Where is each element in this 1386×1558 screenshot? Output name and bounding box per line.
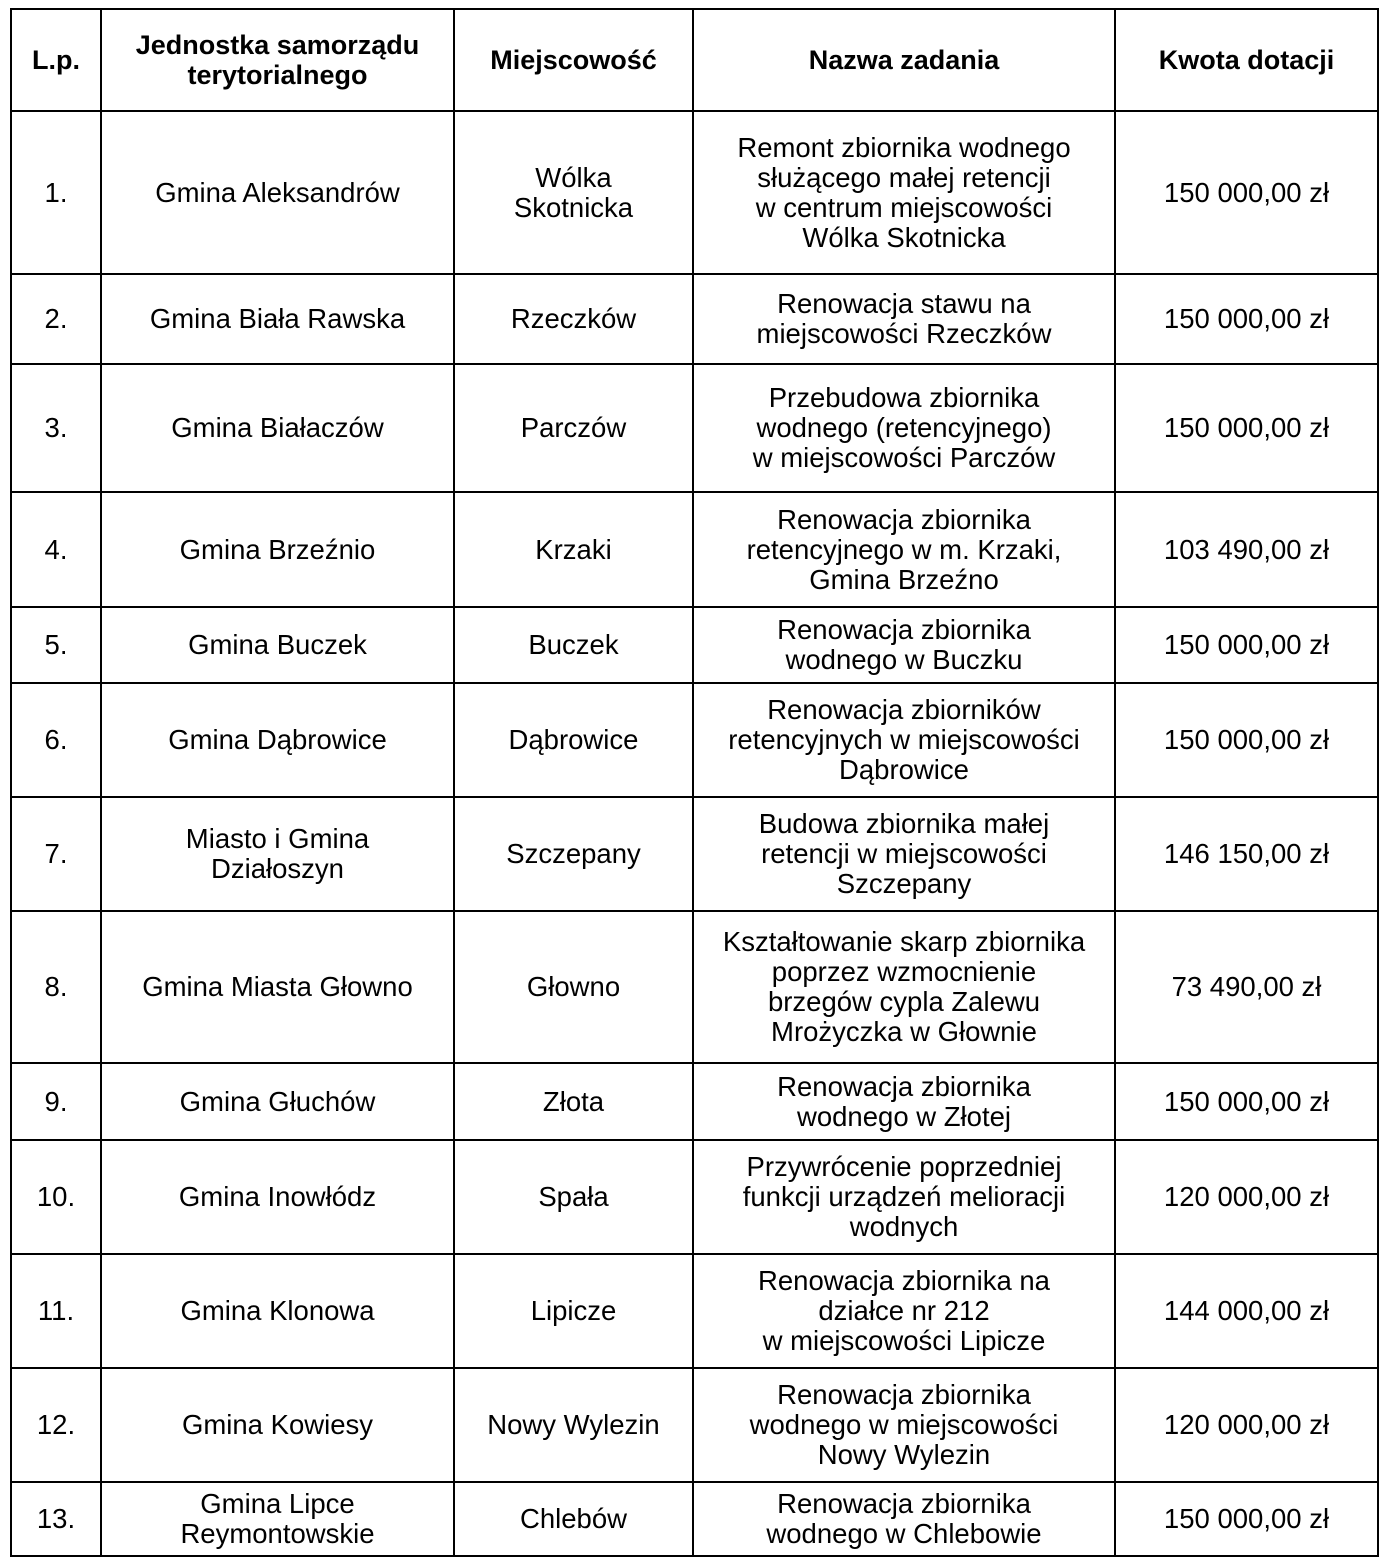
row-lp: 12. — [11, 1368, 101, 1482]
table-row — [11, 492, 1378, 607]
row-jst: Gmina Klonowa — [101, 1254, 454, 1368]
row-place: Rzeczków — [454, 274, 693, 364]
row-amount: 150 000,00 zł — [1115, 274, 1378, 364]
header-jst: Jednostka samorządu terytorialnego — [101, 9, 454, 111]
table-row — [11, 274, 1378, 364]
row-task: Renowacja stawu na miejscowości Rzeczków — [693, 274, 1115, 364]
row-task: Remont zbiornika wodnego służącego małej retencji w centrum miejscowości Wólka Skotnicka — [693, 111, 1115, 274]
row-task: Renowacja zbiornika wodnego w Buczku — [693, 607, 1115, 683]
row-jst: Gmina Brzeźnio — [101, 492, 454, 607]
row-amount: 150 000,00 zł — [1115, 683, 1378, 797]
header-place: Miejscowość — [454, 9, 693, 111]
row-place: Lipicze — [454, 1254, 693, 1368]
table-row — [11, 911, 1378, 1063]
row-place: Nowy Wylezin — [454, 1368, 693, 1482]
row-jst: Gmina Inowłódz — [101, 1140, 454, 1254]
row-amount: 146 150,00 zł — [1115, 797, 1378, 911]
row-amount: 103 490,00 zł — [1115, 492, 1378, 607]
row-lp: 11. — [11, 1254, 101, 1368]
row-amount: 150 000,00 zł — [1115, 111, 1378, 274]
row-amount: 120 000,00 zł — [1115, 1140, 1378, 1254]
row-task: Renowacja zbiornika retencyjnego w m. Krzaki, Gmina Brzeźno — [693, 492, 1115, 607]
row-task: Renowacja zbiornika na działce nr 212 w miejscowości Lipicze — [693, 1254, 1115, 1368]
row-amount: 120 000,00 zł — [1115, 1368, 1378, 1482]
row-place: Buczek — [454, 607, 693, 683]
row-task: Kształtowanie skarp zbiornika poprzez wzmocnienie brzegów cypla Zalewu Mrożyczka w Głownie — [693, 911, 1115, 1063]
row-lp: 7. — [11, 797, 101, 911]
table-row — [11, 1368, 1378, 1482]
table-row — [11, 1254, 1378, 1368]
row-amount: 150 000,00 zł — [1115, 1063, 1378, 1140]
row-task: Renowacja zbiorników retencyjnych w miejscowości Dąbrowice — [693, 683, 1115, 797]
row-jst: Gmina Dąbrowice — [101, 683, 454, 797]
row-jst: Gmina Aleksandrów — [101, 111, 454, 274]
row-place: Głowno — [454, 911, 693, 1063]
row-lp: 5. — [11, 607, 101, 683]
table-row — [11, 1140, 1378, 1254]
row-place: Dąbrowice — [454, 683, 693, 797]
table-header-row — [11, 9, 1378, 111]
table-row — [11, 797, 1378, 911]
row-jst: Gmina Białaczów — [101, 364, 454, 492]
row-place: Krzaki — [454, 492, 693, 607]
row-lp: 1. — [11, 111, 101, 274]
row-jst: Gmina Głuchów — [101, 1063, 454, 1140]
table-row — [11, 364, 1378, 492]
row-task: Renowacja zbiornika wodnego w Chlebowie — [693, 1482, 1115, 1556]
row-jst: Gmina Kowiesy — [101, 1368, 454, 1482]
row-task: Renowacja zbiornika wodnego w Złotej — [693, 1063, 1115, 1140]
row-task: Renowacja zbiornika wodnego w miejscowości Nowy Wylezin — [693, 1368, 1115, 1482]
row-place: Wólka Skotnicka — [454, 111, 693, 274]
row-amount: 73 490,00 zł — [1115, 911, 1378, 1063]
row-jst: Gmina Buczek — [101, 607, 454, 683]
row-lp: 4. — [11, 492, 101, 607]
row-amount: 150 000,00 zł — [1115, 364, 1378, 492]
table-row — [11, 607, 1378, 683]
row-task: Przywrócenie poprzedniej funkcji urządzeń melioracji wodnych — [693, 1140, 1115, 1254]
table-row — [11, 1482, 1378, 1556]
row-lp: 8. — [11, 911, 101, 1063]
header-task: Nazwa zadania — [693, 9, 1115, 111]
header-amount: Kwota dotacji — [1115, 9, 1378, 111]
grants-table — [10, 8, 1379, 1557]
table-row — [11, 683, 1378, 797]
row-task: Budowa zbiornika małej retencji w miejscowości Szczepany — [693, 797, 1115, 911]
row-jst: Gmina Miasta Głowno — [101, 911, 454, 1063]
row-place: Złota — [454, 1063, 693, 1140]
row-lp: 3. — [11, 364, 101, 492]
row-task: Przebudowa zbiornika wodnego (retencyjnego) w miejscowości Parczów — [693, 364, 1115, 492]
row-amount: 150 000,00 zł — [1115, 1482, 1378, 1556]
row-place: Chlebów — [454, 1482, 693, 1556]
row-amount: 144 000,00 zł — [1115, 1254, 1378, 1368]
row-jst: Miasto i Gmina Działoszyn — [101, 797, 454, 911]
header-lp: L.p. — [11, 9, 101, 111]
row-amount: 150 000,00 zł — [1115, 607, 1378, 683]
row-place: Szczepany — [454, 797, 693, 911]
row-jst: Gmina Lipce Reymontowskie — [101, 1482, 454, 1556]
row-place: Parczów — [454, 364, 693, 492]
row-lp: 10. — [11, 1140, 101, 1254]
row-jst: Gmina Biała Rawska — [101, 274, 454, 364]
row-place: Spała — [454, 1140, 693, 1254]
row-lp: 6. — [11, 683, 101, 797]
table-row — [11, 1063, 1378, 1140]
table-row — [11, 111, 1378, 274]
row-lp: 13. — [11, 1482, 101, 1556]
row-lp: 2. — [11, 274, 101, 364]
row-lp: 9. — [11, 1063, 101, 1140]
